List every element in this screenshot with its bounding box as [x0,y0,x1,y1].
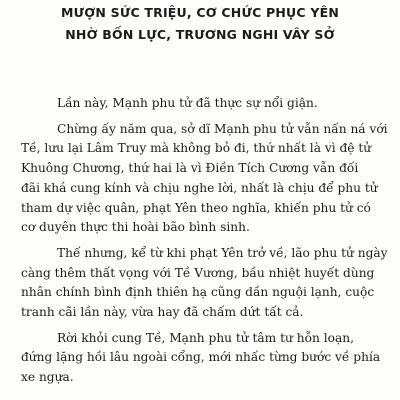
text-line: Thế nhưng, kể từ khi phạt Yên trở về, lão phu tử ngày [57,245,388,260]
text-line: đứng lặng hồi lâu ngoài cổng, mới nhấc từng bước về phía [21,350,381,365]
text-line: tham dự việc quân, phạt Yên theo nghĩa, khiến phu tử có [21,200,371,215]
text-line: càng thêm thất vọng với Tề Vương, bầu nhiệt huyết dùng [21,265,375,280]
text-line: Khuông Chương, thứ hai là vì Điền Tích Cương vẫn đối [21,161,359,176]
paragraph [21,120,388,238]
text-line: Rời khỏi cung Tề, Mạnh phu tử tâm tư hỗn loạn, [57,330,354,345]
text-line: tranh cãi lần này, vừa hay đã chấm dứt tất cả. [21,305,304,320]
chapter-title-line-1: MƯỢN SỨC TRIỆU, CƠ CHỨC PHỤC YÊN [61,5,339,20]
text-line: xe ngựa. [21,370,74,385]
paragraph [21,329,381,388]
paragraph [21,244,388,323]
text-line: Chừng ấy năm qua, sở dĩ Mạnh phu tử vẫn nấn ná với [57,121,388,136]
text-line: cơ duyên thực thi hoài bão bình sinh. [21,220,250,235]
text-line: nhân chính bình định thiên hạ cũng dần nguội lạnh, cuộc [21,285,375,300]
text-line: Lần này, Mạnh phu tử đã thực sự nổi giận. [57,96,318,110]
text-line: đãi khá cung kính và chịu nghe lời, nhất là chịu để phu tử [21,180,378,195]
chapter-body [21,94,388,394]
text-line: Tề, lưu lại Lâm Truy mà không bỏ đi, thứ nhất là vì đệ tử [21,141,372,156]
paragraph [39,94,375,114]
chapter-title-line-2: NHỜ BỐN LỰC, TRƯƠNG NGHI VÂY SỞ [65,27,335,42]
